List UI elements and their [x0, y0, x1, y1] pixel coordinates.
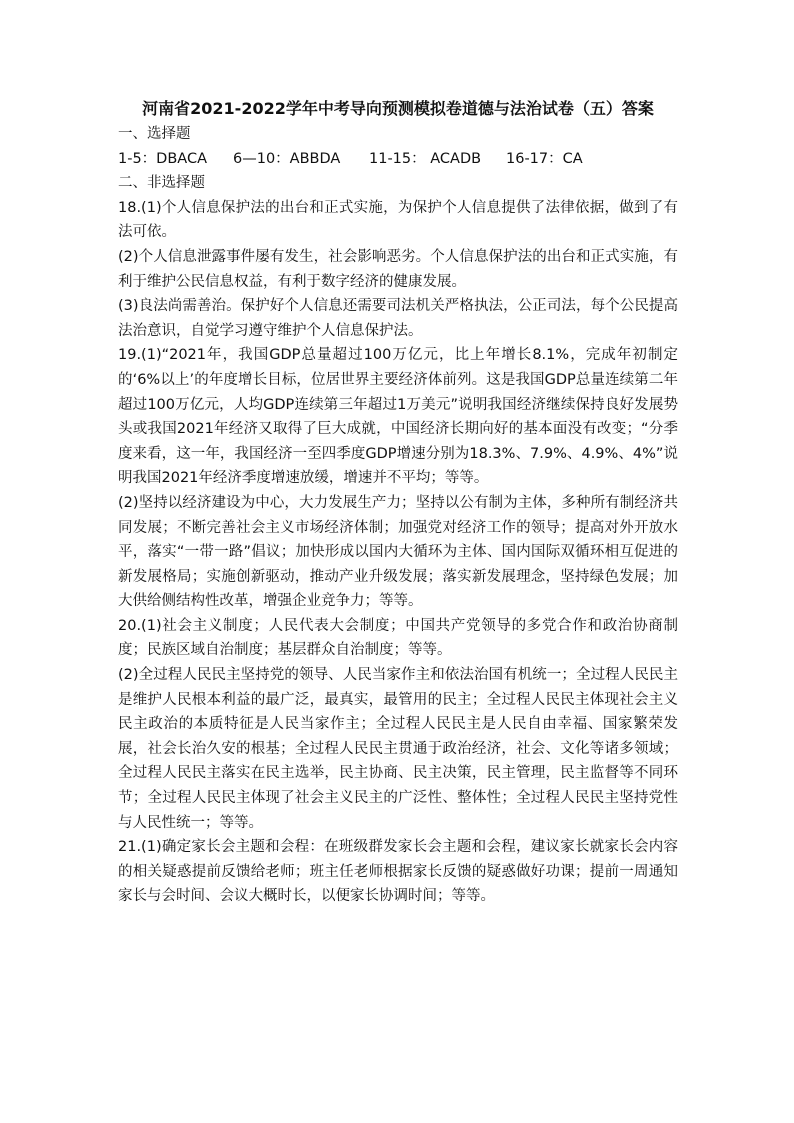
document-title: 河南省2021-2022学年中考导向预测模拟卷道德与法治试卷（五）答案	[142, 99, 654, 118]
mc-answer-group: 6—10：ABBDA	[233, 150, 341, 167]
mc-answer-group: 1-5：DBACA	[118, 150, 208, 167]
answer-paragraph: 20.(1)社会主义制度；人民代表大会制度；中国共产党领导的多党合作和政治协商制度；民族区域自治制度；基层群众自治制度；等等。	[118, 617, 678, 659]
mc-answer-group: 11-15： ACADB	[369, 150, 482, 167]
answer-paragraph: 18.(1)个人信息保护法的出台和正式实施，为保护个人信息提供了法律依据，做到了有法可依。	[118, 199, 678, 241]
answer-paragraph: 21.(1)确定家长会主题和会程：在班级群发家长会主题和会程，建议家长就家长会内容的相关疑惑提前反馈给老师；班主任老师根据家长反馈的疑惑做好功课；提前一周通知家长与会时间、会议大概时长，以便家长协调时间；等等。	[118, 839, 678, 905]
answer-paragraph: 19.(1)“2021年，我国GDP总量超过100万亿元，比上年增长8.1%，完成年初制定的‘6%以上’的年度增长目标，位居世界主要经济体前列。这是我国GDP总量连续第二年超过100万亿元，人均GDP连续第三年超过1万美元”说明我国经济继续保持良好发展势头或我国2021年经济又取得了巨大成就，中国经济长期向好的基本面没有改变；“分季度来看，这一年，我国经济一至四季度GDP增速分别为18.3%、7.9%、4.9%、4%”说明我国2021年经济季度增速放缓，增速并不平均；等等。	[118, 347, 678, 487]
section-heading-multiple-choice: 一、选择题	[118, 126, 191, 142]
answer-paragraph: (2)全过程人民民主坚持党的领导、人民当家作主和依法治国有机统一；全过程人民民主是维护人民根本利益的最广泛，最真实，最管用的民主；全过程人民民主体现社会主义民主政治的本质特征是人民当家作主；全过程人民民主是人民自由幸福、国家繁荣发展，社会长治久安的根基；全过程人民民主贯通于政治经济，社会、文化等诸多领域；全过程人民民主落实在民主选举，民主协商、民主决策，民主管理，民主监督等不同环节；全过程人民民主体现了社会主义民主的广泛性、整体性；全过程人民民主坚持党性与人民性统一；等等。	[118, 667, 678, 831]
mc-answer-group: 16-17：CA	[506, 150, 583, 167]
answer-paragraph: (2)坚持以经济建设为中心，大力发展生产力；坚持以公有制为主体，多种所有制经济共同发展；不断完善社会主义市场经济体制；加强党对经济工作的领导；提高对外开放水平，落实“一带一路”倡议；加快形成以国内大循环为主体、国内国际双循环相互促进的新发展格局；实施创新驱动，推动产业升级发展；落实新发展理念，坚持绿色发展；加大供给侧结构性改革，增强企业竞争力；等等。	[118, 494, 678, 610]
answer-paragraph: (3)良法尚需善治。保护好个人信息还需要司法机关严格执法，公正司法，每个公民提高法治意识，自觉学习遵守维护个人信息保护法。	[118, 298, 678, 339]
multiple-choice-answers	[118, 147, 678, 172]
section-heading-non-choice: 二、非选择题	[118, 175, 205, 192]
answer-sheet-page	[118, 96, 678, 909]
answer-paragraph: (2)个人信息泄露事件屡有发生，社会影响恶劣。个人信息保护法的出台和正式实施，有利于维护公民信息权益，有利于数字经济的健康发展。	[118, 248, 678, 290]
